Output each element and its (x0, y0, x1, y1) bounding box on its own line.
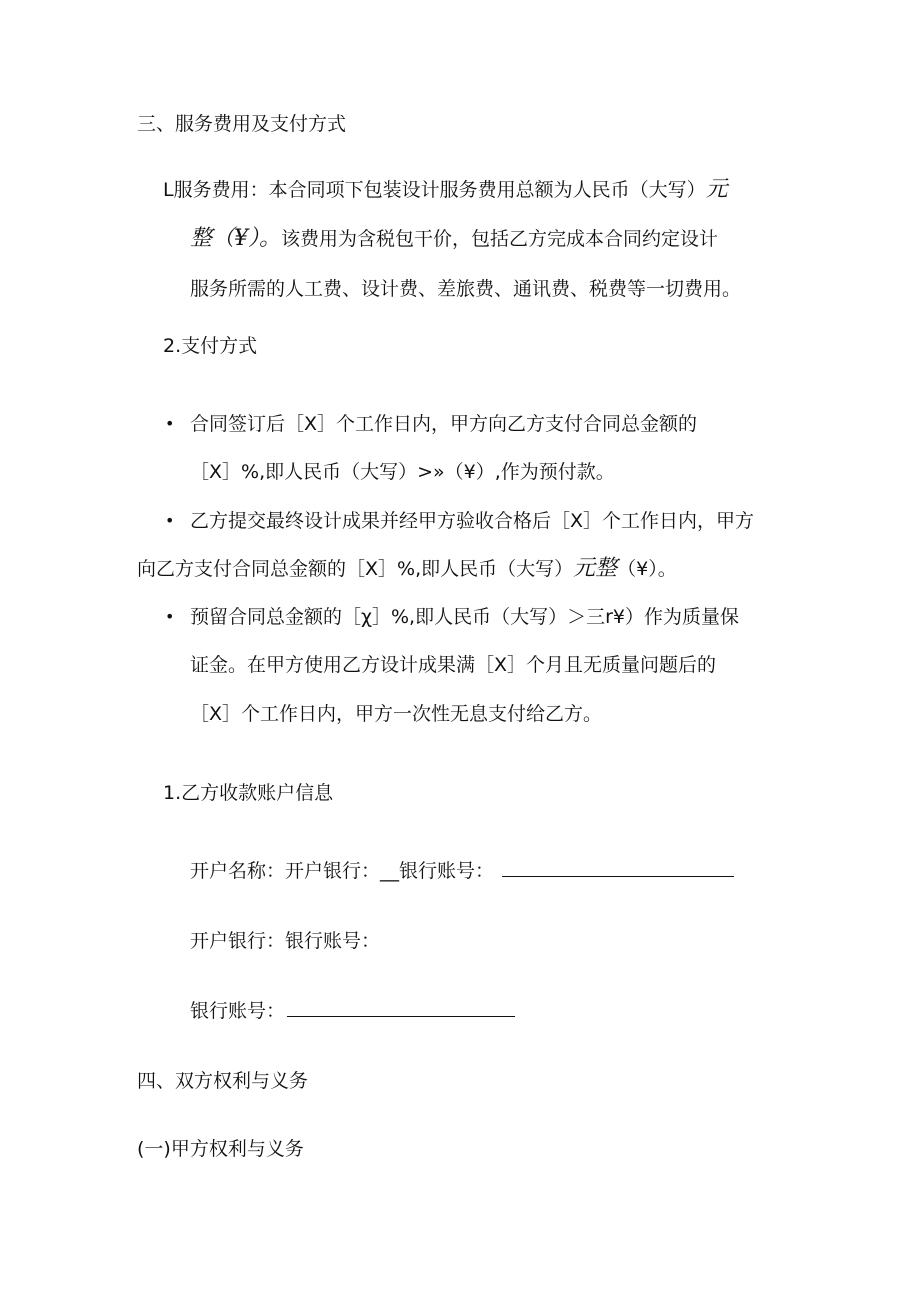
bullet-1-line1: 合同签订后［X］个工作日内，甲方向乙方支付合同总金额的 (190, 413, 698, 435)
section4-heading: 四、双方权利与义务 (137, 1070, 309, 1092)
service-fee-zheng: 整（¥）。 (190, 226, 281, 251)
service-fee-yuan: 元 (705, 177, 728, 202)
payment-method-heading: 2.支付方式 (163, 335, 258, 357)
account-line2: 开户银行：银行账号： (190, 930, 381, 952)
bullet-3-line1: 预留合同总金额的［χ］%,即人民币（大写）＞三r¥）作为质量保 (190, 606, 739, 628)
bullet-3-line3: ［X］个工作日内，甲方一次性无息支付给乙方。 (190, 703, 603, 725)
section4-sub1: (一)甲方权利与义务 (137, 1138, 304, 1160)
account-info-heading: 1.乙方收款账户信息 (163, 782, 334, 804)
bullet-2-line1: 乙方提交最终设计成果并经甲方验收合格后［X］个工作日内，甲方 (190, 510, 755, 532)
bullet-3-dot: • (165, 607, 175, 626)
bullet-1-line2: ［X］%,即人民币（大写）>»（¥）,作为预付款。 (190, 461, 615, 483)
bullet-2-suffix: （¥）。 (617, 558, 677, 580)
section3-heading: 三、服务费用及支付方式 (137, 113, 347, 135)
bullet-1-dot: • (165, 414, 175, 433)
account-number-blank-1[interactable] (502, 872, 734, 877)
account-line1-text: 开户名称：开户银行：__银行账号： (190, 860, 495, 882)
service-fee-line3: 服务所需的人工费、设计费、差旅费、通讯费、税费等一切费用。 (190, 278, 742, 300)
bullet-2-dot: • (165, 511, 175, 530)
service-fee-text: L服务费用：本合同项下包装设计服务费用总额为人民币（大写） (163, 179, 706, 201)
account-line1 (190, 858, 734, 884)
account-line3-text: 银行账号： (190, 1000, 286, 1022)
account-line3 (190, 998, 515, 1024)
service-fee-line1 (163, 177, 728, 203)
bullet-2-italic: 元整 (573, 556, 618, 581)
bullet-2-line2-text: 向乙方支付合同总金额的［X］%,即人民币（大写） (137, 558, 574, 580)
service-fee-line2-text: 该费用为含税包干价，包括乙方完成本合同约定设计 (281, 228, 719, 250)
account-number-blank-2[interactable] (287, 1012, 515, 1017)
bullet-2-line2 (137, 556, 677, 582)
service-fee-line2 (190, 226, 718, 252)
bullet-3-line2: 证金。在甲方使用乙方设计成果满［X］个月且无质量问题后的 (190, 654, 717, 676)
